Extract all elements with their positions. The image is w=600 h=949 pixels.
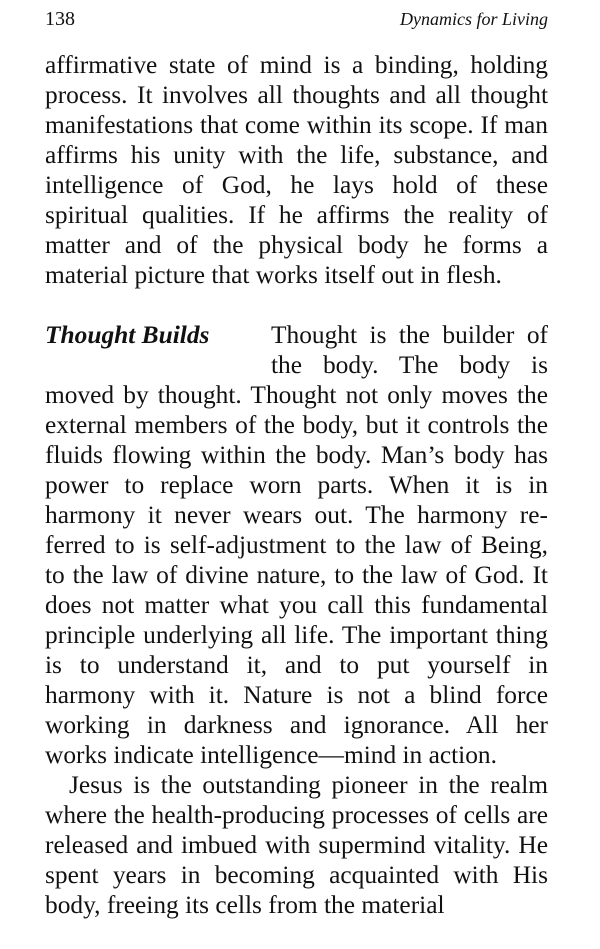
- body-text: [45, 50, 548, 920]
- running-head: Dynamics for Living: [400, 9, 548, 29]
- page-header: [45, 8, 548, 34]
- paragraph-1: affirmative state of mind is a binding, holding process. It involves all thoughts and all thought manifestations that come within its scope. If man affirms his unity with the life, substance, and intelligence of God, he lays hold of these spiritual qualities. If he affirms the reality of matter and of the physical body he forms a material picture that works itself out in flesh.: [45, 51, 548, 289]
- paragraph-3: Jesus is the outstanding pioneer in the realm where the health-producing processes of cells are released and imbued with supermind vitality. He spent years in becoming acquainted with His body, freeing its cells from the material: [45, 771, 548, 919]
- section-heading: Thought Builds: [45, 321, 210, 349]
- page-number: 138: [45, 8, 75, 30]
- paragraph-2: Thought is the builder of the body. The body is moved by thought. Thought not only moves the external members of the body, but it controls the fluids flowing within the body. Man’s body has power to replace worn parts. When it is in harmony it never wears out. The harmony referred to is self-adjustment to the law of Being, to the law of divine nature, to the law of God. It does not matter what you call this fundamental principle underlying all life. The important thing is to understand it, and to put yourself in harmony with it. Nature is not a blind force working in darkness and ignorance. All her works indicate intelligence—mind in action.: [45, 321, 548, 769]
